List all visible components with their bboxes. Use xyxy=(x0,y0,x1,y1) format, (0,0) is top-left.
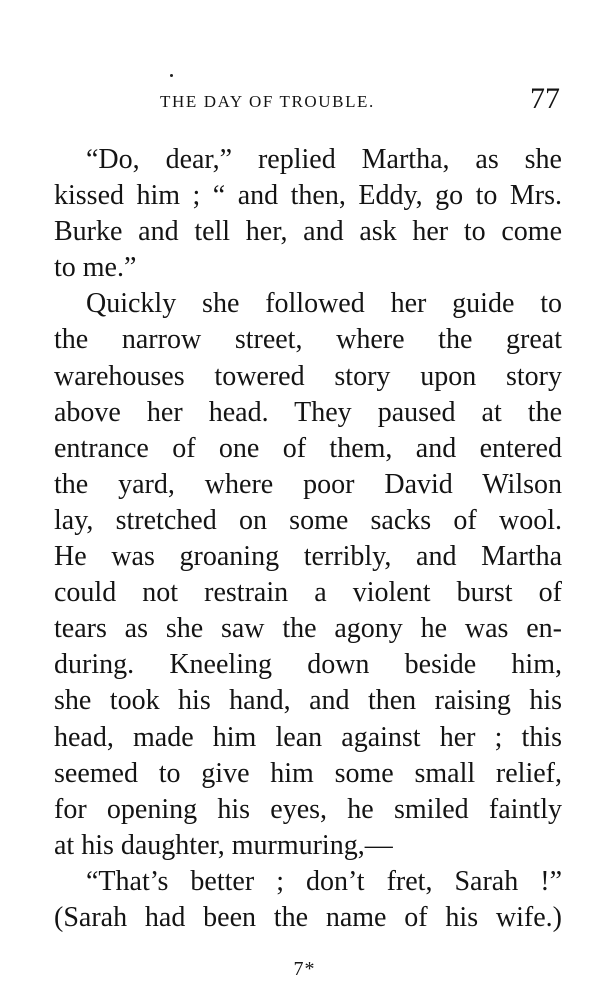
text-line: “That’s better ; don’t fret, Sarah !” xyxy=(86,865,562,897)
text-line: tears as she saw the agony he was en- xyxy=(54,613,562,645)
print-speck xyxy=(170,74,173,77)
text-line: the narrow street, where the great xyxy=(54,324,562,356)
text-line: above her head. They paused at the xyxy=(54,396,562,428)
text-line: kissed him ; “ and then, Eddy, go to Mrs. xyxy=(54,180,562,212)
text-line: to me.” xyxy=(54,252,137,284)
text-line: for opening his eyes, he smiled faintly xyxy=(54,793,562,825)
page-header xyxy=(150,82,570,118)
text-line: the yard, where poor David Wilson xyxy=(54,468,562,500)
text-line: He was groaning terribly, and Martha xyxy=(54,541,562,573)
text-line: lay, stretched on some sacks of wool. xyxy=(54,504,562,536)
text-line: during. Kneeling down beside him, xyxy=(54,649,562,681)
signature-mark: 7* xyxy=(293,958,316,980)
text-line: at his daughter, murmuring,— xyxy=(54,829,393,861)
text-line: entrance of one of them, and entered xyxy=(54,432,562,464)
text-line: could not restrain a violent burst of xyxy=(54,577,562,609)
text-line: “Do, dear,” replied Martha, as she xyxy=(86,144,562,175)
text-line: seemed to give him some small relief, xyxy=(54,757,562,789)
text-line: (Sarah had been the name of his wife.) xyxy=(54,901,562,933)
text-line: Quickly she followed her guide to xyxy=(86,288,562,320)
page-footer xyxy=(0,958,609,981)
text-line: head, made him lean against her ; this xyxy=(54,721,562,753)
text-line: she took his hand, and then raising his xyxy=(54,685,562,717)
text-line: warehouses towered story upon story xyxy=(54,360,562,392)
body-text xyxy=(54,142,562,936)
text-line: Burke and tell her, and ask her to come xyxy=(54,216,562,248)
page-number: 77 xyxy=(530,82,560,115)
running-head: THE DAY OF TROUBLE. xyxy=(160,92,375,111)
